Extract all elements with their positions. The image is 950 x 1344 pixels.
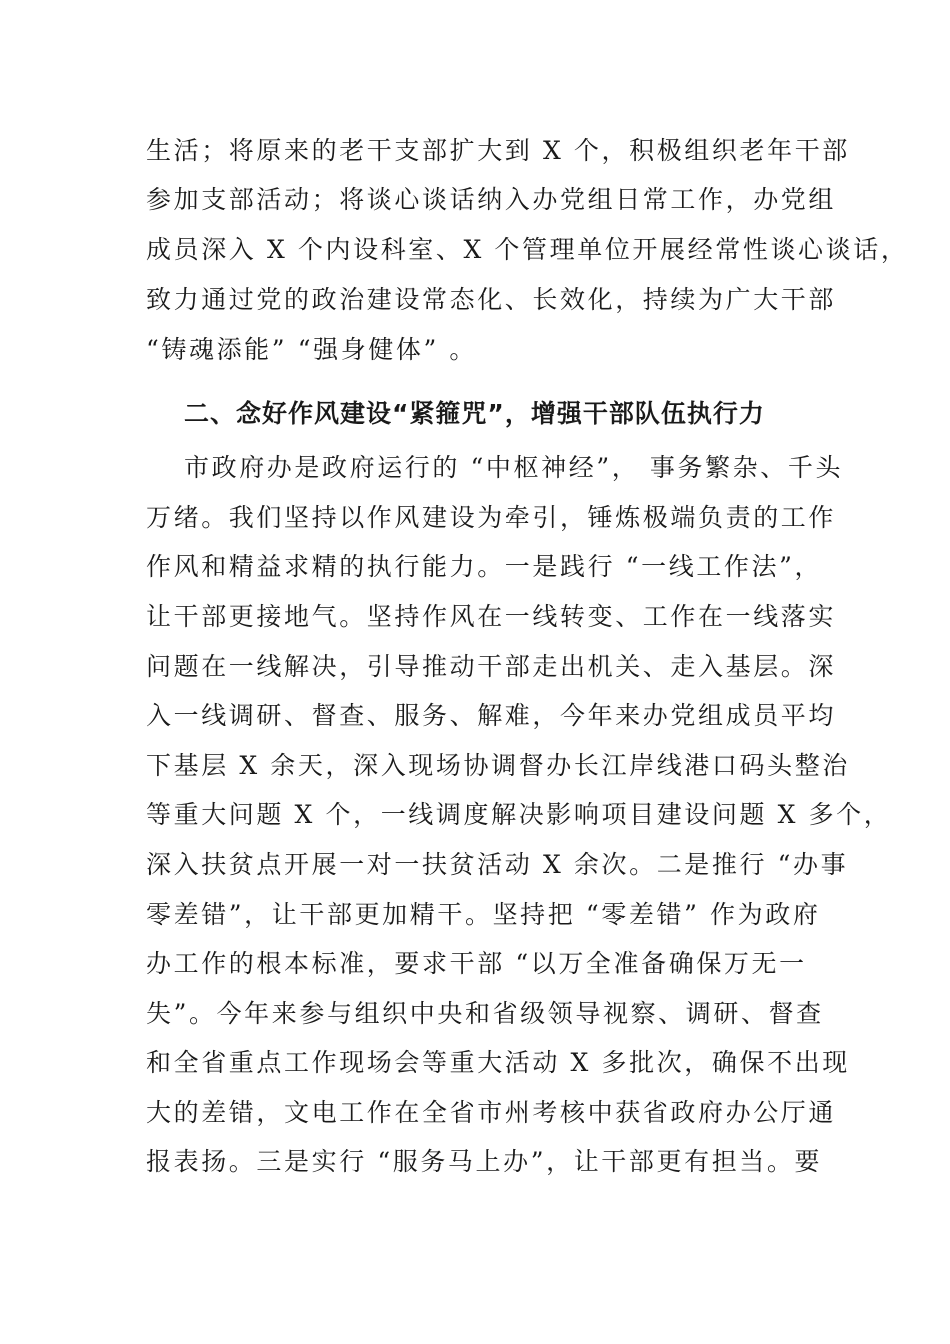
paragraph-line: “铸魂添能” “强身健体” 。 bbox=[146, 335, 478, 364]
paragraph-line: 致力通过党的政治建设常态化、长效化，持续为广大干部 bbox=[146, 285, 837, 314]
paragraph-line: 入一线调研、督查、服务、解难，今年来办党组成员平均 bbox=[146, 701, 837, 730]
paragraph-line: 失”。今年来参与组织中央和省级领导视察、调研、督查 bbox=[146, 999, 824, 1028]
paragraph-line: 等重大问题 X 个，一线调度解决影响项目建设问题 X 多个， bbox=[146, 800, 892, 829]
paragraph-line: 大的差错，文电工作在全省市州考核中获省政府办公厅通 bbox=[146, 1098, 837, 1127]
paragraph-line: 深入扶贫点开展一对一扶贫活动 X 余次。二是推行 “办事 bbox=[146, 850, 849, 879]
paragraph-line: 生活；将原来的老干支部扩大到 X 个，积极组织老年干部 bbox=[146, 136, 850, 165]
paragraph-line: 问题在一线解决，引导推动干部走出机关、走入基层。深 bbox=[146, 652, 837, 681]
paragraph-line: 下基层 X 余天，深入现场协调督办长江岸线港口码头整治 bbox=[146, 751, 850, 780]
paragraph-line: 参加支部活动；将谈心谈话纳入办党组日常工作，办党组 bbox=[146, 185, 837, 214]
section-heading: 二、念好作风建设“紧箍咒”，增强干部队伍执行力 bbox=[184, 399, 765, 428]
paragraph-line: 办工作的根本标准，要求干部 “以万全准备确保万无一 bbox=[146, 949, 807, 978]
paragraph-line: 成员深入 X 个内设科室、X 个管理单位开展经常性谈心谈话， bbox=[146, 235, 909, 264]
paragraph-line: 和全省重点工作现场会等重大活动 X 多批次，确保不出现 bbox=[146, 1048, 850, 1077]
paragraph-line: 作风和精益求精的执行能力。一是践行 “一线工作法”， bbox=[146, 552, 823, 581]
paragraph-line: 零差错”，让干部更加精干。坚持把 “零差错” 作为政府 bbox=[146, 900, 821, 929]
paragraph-line: 万绪。我们坚持以作风建设为牵引，锤炼极端负责的工作 bbox=[146, 503, 837, 532]
paragraph-line: 市政府办是政府运行的 “中枢神经”， 事务繁杂、千头 bbox=[184, 453, 844, 482]
paragraph-line: 让干部更接地气。坚持作风在一线转变、工作在一线落实 bbox=[146, 602, 837, 631]
paragraph-line: 报表扬。三是实行 “服务马上办”，让干部更有担当。要 bbox=[146, 1147, 823, 1176]
